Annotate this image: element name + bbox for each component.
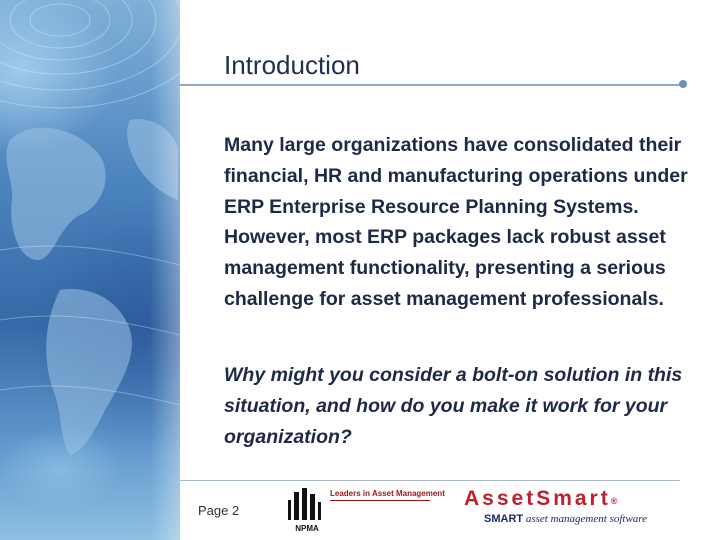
npma-logo-icon — [284, 488, 330, 534]
globe-map-icon — [0, 0, 180, 540]
footer-divider — [180, 480, 680, 481]
npma-tagline-rule — [330, 500, 430, 501]
npma-tagline: Leaders in Asset Management — [330, 489, 445, 498]
svg-text:NPMA: NPMA — [295, 524, 319, 533]
assetsmart-name: AssetSmart — [464, 487, 611, 510]
page-number: Page 2 — [198, 503, 240, 518]
assetsmart-tagline — [484, 513, 647, 525]
title-divider — [180, 84, 682, 86]
assetsmart-tagline-bold: SMART — [484, 513, 524, 525]
title-divider-dot — [679, 80, 687, 88]
assetsmart-tagline-rest: asset management software — [523, 513, 648, 525]
registered-mark: ® — [610, 496, 618, 506]
question-paragraph: Why might you consider a bolt-on solution in this situation, and how do you make it work for your organization? — [224, 364, 683, 448]
slide-title: Introduction — [224, 50, 360, 80]
intro-paragraph: Many large organizations have consolidated their financial, HR and manufacturing operations under ERP Enterprise Resource Planning Systems. However, most ERP packages lack robust asset management functionality, presenting a serious challenge for asset management professionals. — [224, 134, 688, 310]
assetsmart-logo — [464, 487, 617, 511]
